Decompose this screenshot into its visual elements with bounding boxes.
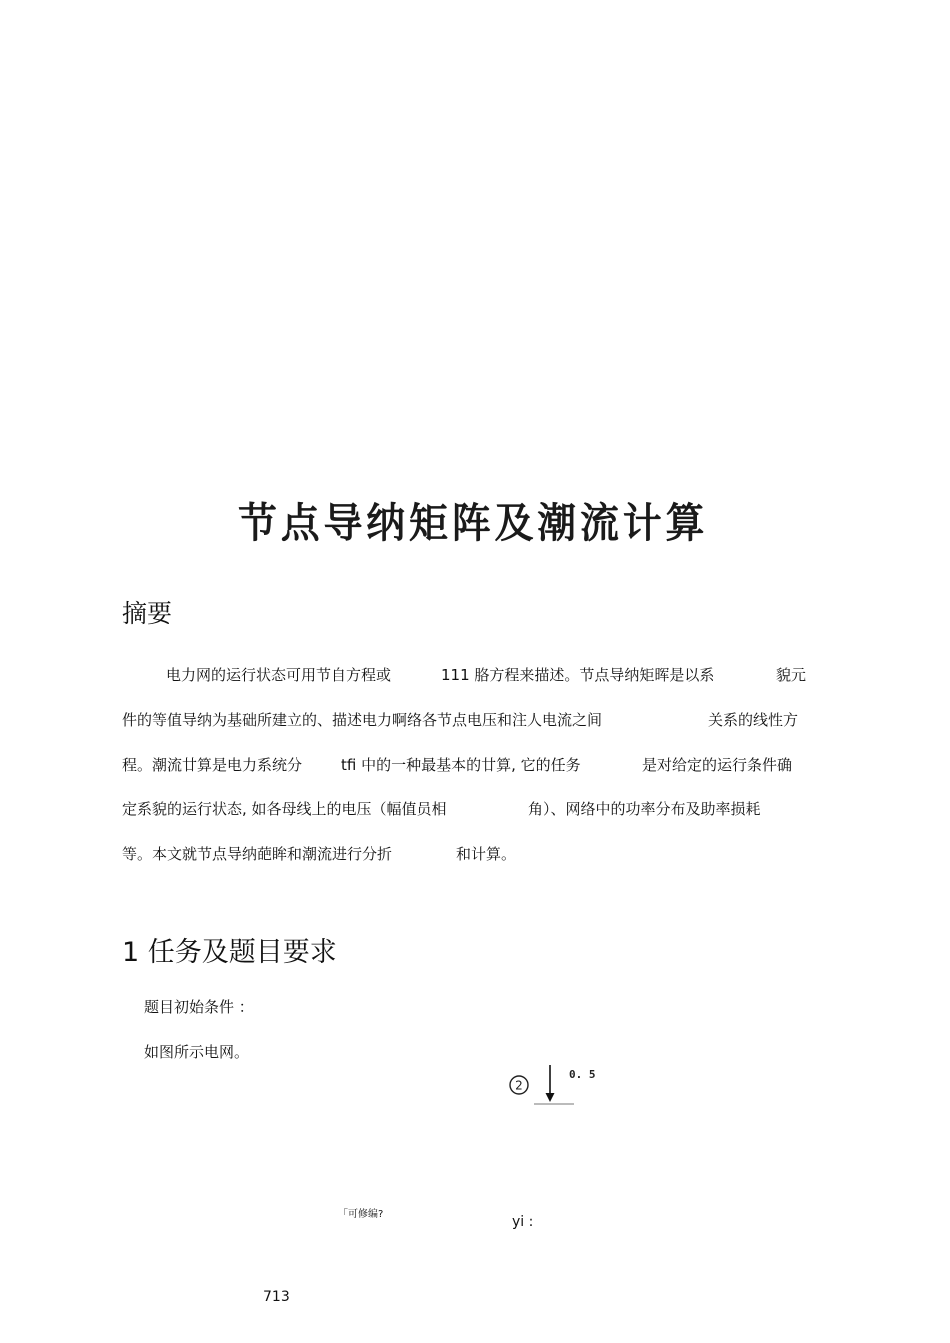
abstract-line-4-a: 定系貌的运行状态, 如各母线上的电压（幅值员相 bbox=[122, 800, 447, 818]
abstract-line-4-b: 角）、网络中的功率分布及助率损耗 bbox=[528, 800, 761, 818]
document-title: 节点导纳矩阵及潮流计算 bbox=[238, 499, 709, 547]
abstract-line-1-b: 111 胳方程来描述。节点导纳矩晖是以系 bbox=[441, 666, 715, 684]
load-value-label: 0. 5 bbox=[569, 1068, 596, 1081]
abstract-line-3-b: tfi 中的一种最基本的廿算, 它的任务 bbox=[341, 756, 581, 774]
page-number: 713 bbox=[263, 1289, 290, 1305]
bus-node-label: 2 bbox=[515, 1078, 523, 1093]
stray-note: 「可修编? bbox=[338, 1209, 384, 1220]
abstract-line-2-a: 件的等值导纳为基础所建立的、描述电力啊络各节点电压和注人电流之间 bbox=[122, 711, 603, 729]
abstract-line-2-b: 关系的线性方 bbox=[708, 711, 799, 729]
stray-label: yi : bbox=[512, 1214, 534, 1230]
abstract-heading: 摘要 bbox=[122, 599, 173, 628]
load-arrow-head bbox=[546, 1093, 555, 1102]
section-heading: 1 任务及题目要求 bbox=[122, 937, 337, 968]
abstract-line-1-a: 电力网的运行状态可用节自方程或 bbox=[166, 666, 392, 684]
abstract-line-1-c: 貌元 bbox=[776, 666, 807, 684]
abstract-line-5-a: 等。本文就节点导纳葩眸和潮流进行分折 bbox=[122, 845, 393, 863]
abstract-line-5-b: 和计算。 bbox=[456, 845, 517, 863]
network-diagram-fragment bbox=[506, 1063, 596, 1107]
initial-conditions-label: 题目初始条件 ： bbox=[144, 998, 254, 1016]
abstract-line-3-a: 程。潮流廿算是电力系统分 bbox=[122, 756, 303, 774]
abstract-line-3-c: 是对给定的运行条件确 bbox=[642, 756, 793, 774]
network-diagram-svg bbox=[506, 1063, 596, 1107]
figure-caption: 如图所示电网。 bbox=[144, 1043, 250, 1061]
